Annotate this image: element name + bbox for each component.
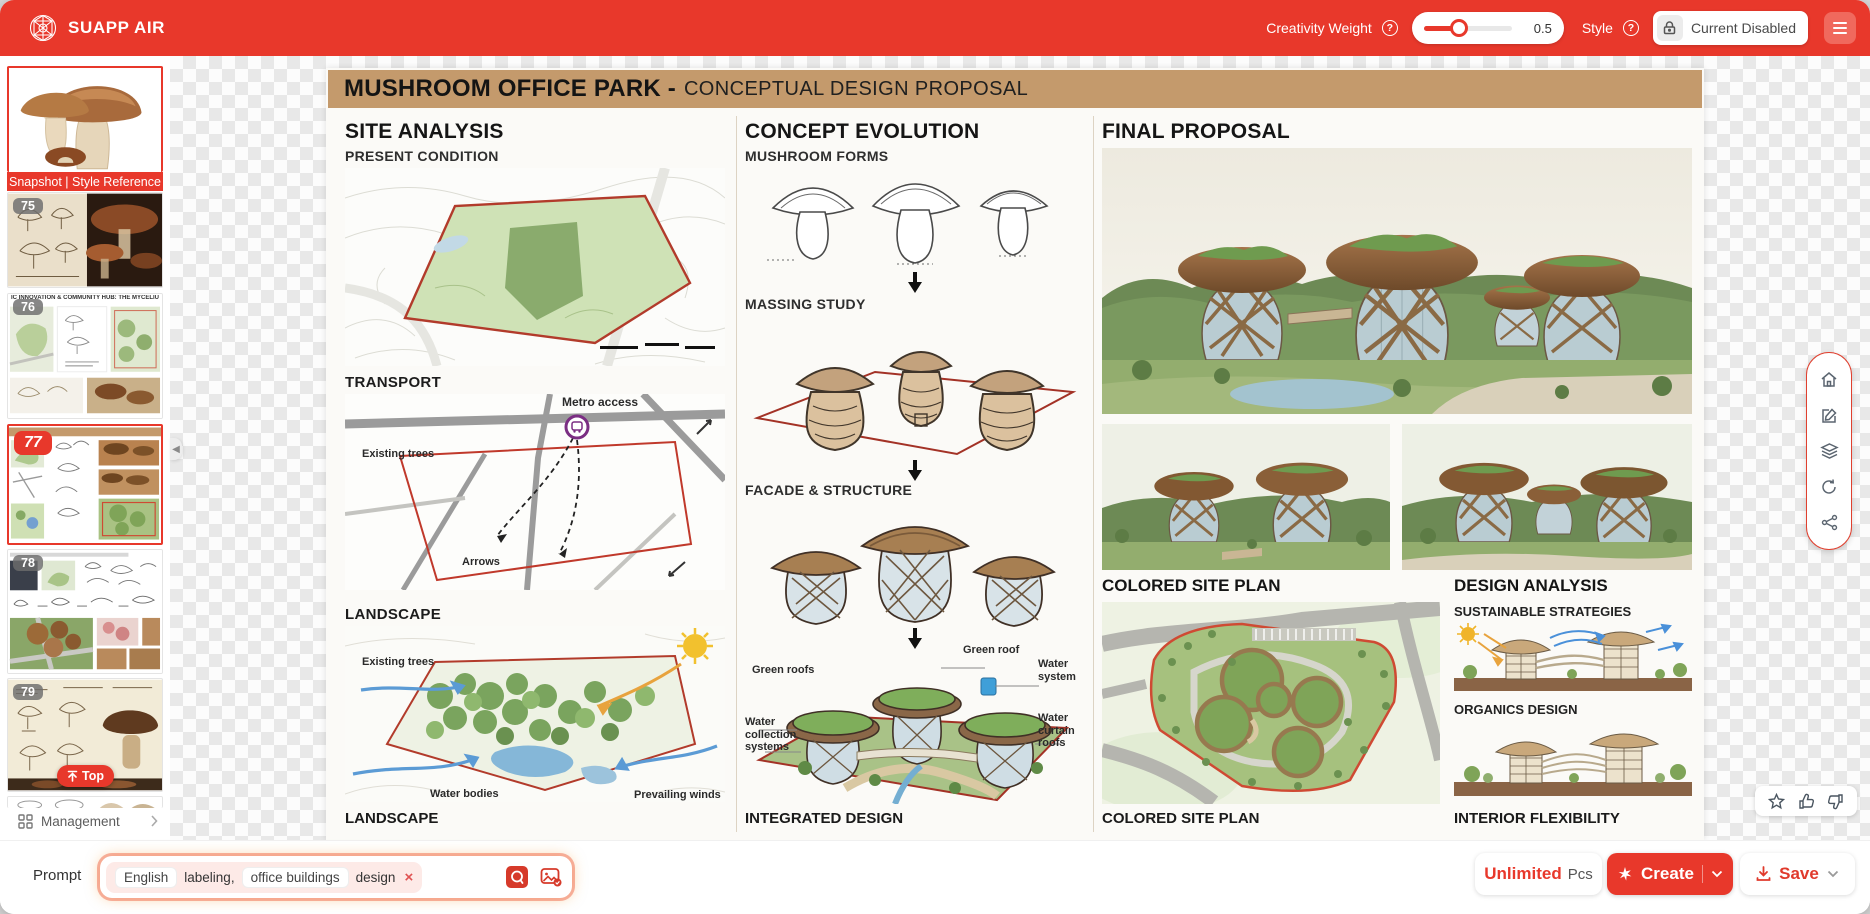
- organics-design-diagram: [1454, 720, 1692, 800]
- existing-trees-landscape-label: Existing trees: [362, 656, 435, 668]
- edit-icon[interactable]: [1820, 407, 1838, 425]
- column-divider: [1093, 116, 1094, 832]
- site-analysis-heading: SITE ANALYSIS: [345, 120, 504, 143]
- mushroom-forms-sketch: [755, 166, 1075, 266]
- top-arrow-icon: [67, 770, 78, 782]
- prompt-bar: [0, 840, 1870, 914]
- landscape-caption: LANDSCAPE: [345, 810, 439, 827]
- landscape-map: [345, 626, 725, 802]
- app-logo-icon: [28, 13, 58, 43]
- creativity-weight-slider[interactable]: [1412, 12, 1564, 44]
- transport-heading: TRANSPORT: [345, 374, 442, 391]
- share-icon[interactable]: [1821, 514, 1838, 531]
- save-dropdown-chevron-icon[interactable]: [1827, 870, 1839, 878]
- colored-site-plan-caption: COLORED SITE PLAN: [1102, 810, 1260, 827]
- home-icon[interactable]: [1820, 371, 1838, 389]
- present-condition-map: [345, 168, 725, 366]
- massing-study-heading: MASSING STUDY: [745, 296, 866, 312]
- final-proposal-render-left: [1102, 424, 1390, 570]
- chevron-right-icon: [150, 815, 158, 827]
- credits-unit: Pcs: [1567, 865, 1593, 883]
- sidebar: [0, 56, 170, 840]
- colored-site-plan-image: [1102, 602, 1440, 804]
- transport-map: [345, 394, 725, 590]
- landscape-heading: LANDSCAPE: [345, 606, 442, 623]
- style-reference-thumbnail[interactable]: [7, 66, 163, 172]
- thumbnail-75[interactable]: [7, 192, 163, 288]
- prompt-tag-office-buildings[interactable]: office buildings: [242, 867, 349, 888]
- credits-remaining: [1475, 853, 1602, 895]
- layers-icon[interactable]: [1820, 442, 1839, 460]
- down-arrow-icon: [906, 272, 924, 294]
- canvas-toolbar: [1806, 352, 1852, 550]
- remove-tag-icon[interactable]: ×: [404, 868, 414, 886]
- thumbs-up-icon[interactable]: [1798, 793, 1815, 810]
- facade-structure-heading: FACADE & STRUCTURE: [745, 482, 913, 498]
- sidebar-collapse-handle[interactable]: ◀: [170, 438, 182, 460]
- existing-trees-label: Existing trees: [362, 448, 435, 460]
- create-label: Create: [1641, 864, 1694, 883]
- integrated-design-caption: INTEGRATED DESIGN: [745, 810, 904, 827]
- massing-study-sketch: [745, 314, 1085, 456]
- style-status-text: Current Disabled: [1690, 20, 1796, 36]
- down-arrow-icon: [906, 628, 924, 650]
- menu-button[interactable]: [1824, 12, 1856, 44]
- arrows-label: Arrows: [462, 556, 500, 568]
- thumbnail-75-badge: 75: [13, 198, 43, 214]
- thumbnail-77-selected[interactable]: [7, 424, 163, 545]
- green-roof-label: Green roof: [963, 644, 1020, 656]
- canvas-area[interactable]: [170, 56, 1870, 840]
- final-proposal-hero-render: [1102, 148, 1692, 414]
- thumbnail-76[interactable]: [7, 293, 163, 419]
- thumbnail-78-badge: 78: [13, 555, 43, 571]
- metro-access-label: Metro access: [562, 395, 639, 409]
- create-button[interactable]: [1607, 853, 1733, 895]
- style-help-icon[interactable]: ?: [1623, 20, 1639, 36]
- thumbnail-76-title: IC INNOVATION & COMMUNITY HUB: THE MYCELIU: [11, 295, 159, 301]
- thumbnail-79-badge: 79: [13, 684, 43, 700]
- prompt-tag-english[interactable]: English: [115, 867, 177, 888]
- organics-design-heading: ORGANICS DESIGN: [1454, 702, 1578, 717]
- concept-evolution-heading: CONCEPT EVOLUTION: [745, 120, 980, 143]
- present-condition-heading: PRESENT CONDITION: [345, 148, 499, 164]
- design-analysis-heading: DESIGN ANALYSIS: [1454, 576, 1608, 595]
- water-collection-label: Water collection systems: [745, 716, 797, 754]
- slider-track[interactable]: [1424, 26, 1512, 31]
- sparkle-icon: [1617, 866, 1633, 882]
- style-status-button[interactable]: [1653, 11, 1808, 45]
- save-label: Save: [1779, 864, 1819, 883]
- management-grid-icon: [18, 814, 33, 829]
- facade-structure-sketch: [750, 500, 1080, 628]
- mushroom-forms-heading: MUSHROOM FORMS: [745, 148, 889, 164]
- creativity-help-icon[interactable]: ?: [1382, 20, 1398, 36]
- water-curtain-label: Water curtain roofs: [1038, 712, 1075, 750]
- design-board[interactable]: [326, 68, 1704, 840]
- board-title-regular: CONCEPTUAL DESIGN PROPOSAL: [683, 77, 1029, 100]
- thumbnail-77-badge: 77: [14, 431, 52, 455]
- create-dropdown-chevron-icon[interactable]: [1711, 870, 1723, 878]
- scroll-to-top-button[interactable]: Top: [57, 765, 114, 787]
- creativity-weight-label: Creativity Weight: [1266, 20, 1372, 36]
- prompt-input[interactable]: [100, 856, 572, 898]
- app-header: [0, 0, 1870, 56]
- lock-icon: [1657, 15, 1683, 41]
- prompt-text-labeling: labeling,: [184, 869, 235, 885]
- app-title: SUAPP AIR: [68, 18, 166, 37]
- download-icon: [1756, 866, 1771, 882]
- prevailing-winds-label: Prevailing winds: [634, 789, 721, 801]
- prompt-text-design: design: [355, 869, 396, 885]
- credits-amount: Unlimited: [1484, 864, 1562, 883]
- final-proposal-render-right: [1402, 424, 1692, 570]
- save-button[interactable]: [1740, 853, 1855, 895]
- feedback-bar: [1755, 786, 1857, 816]
- slider-knob[interactable]: [1450, 19, 1468, 37]
- water-bodies-label: Water bodies: [430, 788, 499, 800]
- refresh-icon[interactable]: [1820, 478, 1838, 496]
- board-title-band: [328, 70, 1702, 108]
- image-reference-icon[interactable]: [540, 866, 562, 888]
- green-roofs-label: Green roofs: [752, 664, 815, 676]
- interior-flexibility-caption: INTERIOR FLEXIBILITY: [1454, 810, 1620, 827]
- prompt-label: Prompt: [33, 867, 82, 884]
- thumbnail-78[interactable]: [7, 549, 163, 674]
- color-style-icon[interactable]: [506, 866, 528, 888]
- prompt-tag-group[interactable]: [106, 862, 422, 893]
- board-title-bold: MUSHROOM OFFICE PARK -: [344, 75, 676, 102]
- slider-value: 0.5: [1533, 20, 1552, 36]
- water-system-label: Water system: [1038, 658, 1076, 683]
- favorite-star-icon[interactable]: [1768, 793, 1785, 810]
- column-divider: [736, 116, 737, 832]
- sustainable-strategies-heading: SUSTAINABLE STRATEGIES: [1454, 604, 1632, 619]
- final-proposal-heading: FINAL PROPOSAL: [1102, 120, 1290, 143]
- style-label: Style: [1581, 20, 1613, 36]
- management-menu[interactable]: Management: [0, 806, 170, 836]
- sustainable-strategies-diagram: [1454, 622, 1692, 696]
- down-arrow-icon: [906, 460, 924, 482]
- mushroom-photo: [9, 68, 161, 172]
- snapshot-style-reference-label: Snapshot | Style Reference: [7, 172, 163, 191]
- colored-site-plan-heading: COLORED SITE PLAN: [1102, 576, 1281, 595]
- thumbnail-76-badge: 76: [13, 299, 43, 315]
- thumbs-down-icon[interactable]: [1827, 793, 1844, 810]
